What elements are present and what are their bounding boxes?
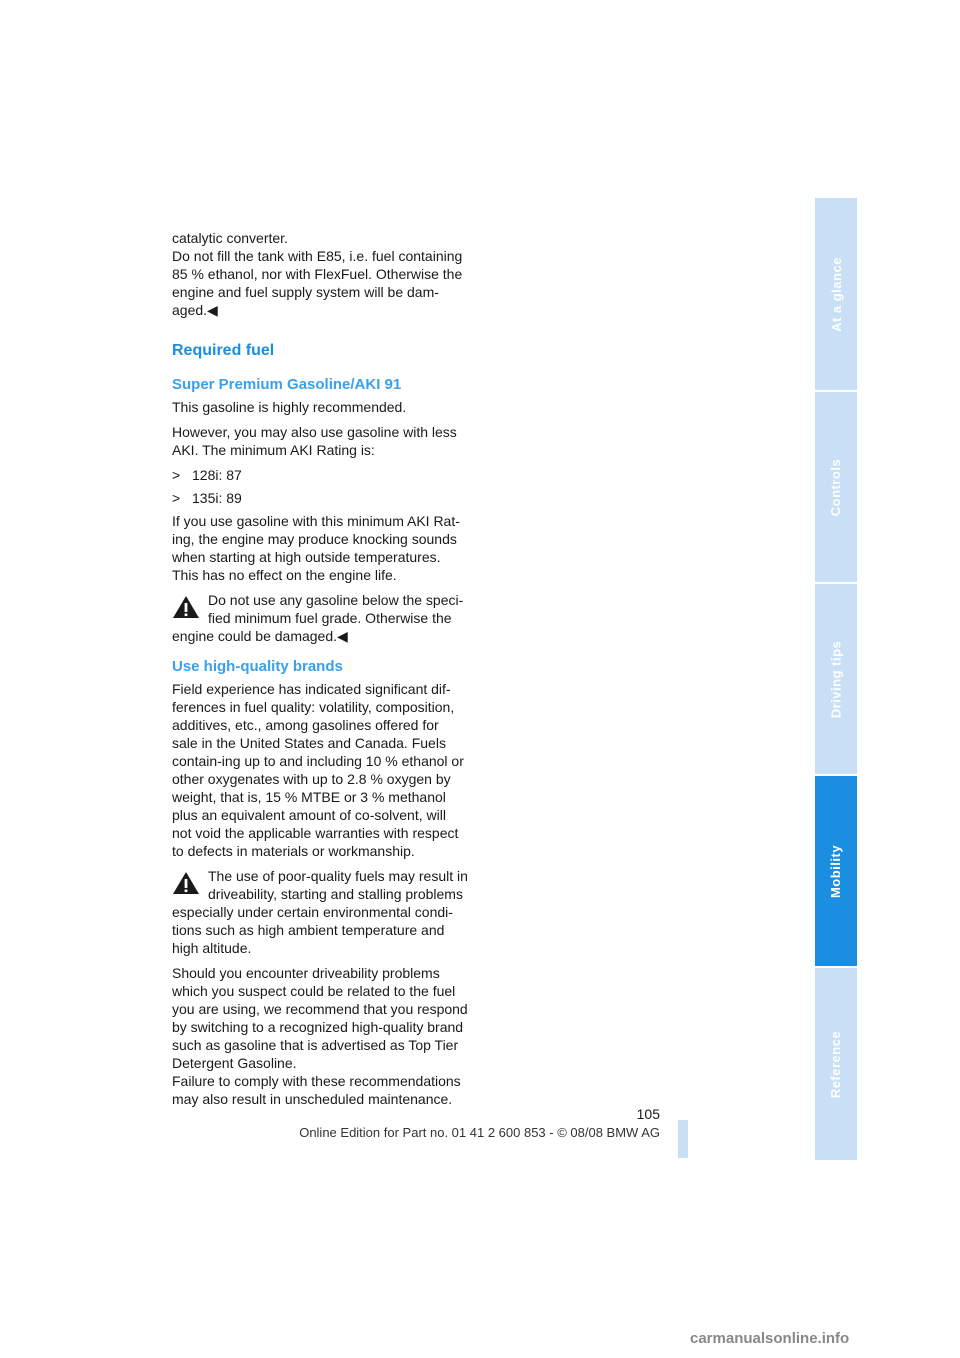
super-p2: However, you may also use gasoline with less AKI. The minimum AKI Rating is:: [172, 424, 457, 458]
warning-note: [172, 867, 468, 957]
brands-heading: Use high-quality brands: [172, 658, 343, 675]
warning-text-first: Do not use any gasoline below the speci-fied minimum fuel grade. Otherwise the: [208, 592, 464, 626]
tab-controls[interactable]: [815, 392, 857, 582]
warning-triangle-icon: [172, 871, 200, 895]
warning-note: [172, 591, 468, 645]
tab-at-a-glance[interactable]: [815, 198, 857, 390]
brands-p2: Should you encounter driveability problems which you suspect could be related to the fuel you are using, we recommend that you respond by switching to a recognized high-quality brand such as gasoline that is advertised as Top Tier Detergent Gasoline.: [172, 965, 468, 1071]
section-title: Required fuel: [172, 342, 275, 359]
warning-text-rest: engine could be damaged.◀: [172, 628, 348, 644]
super-premium-heading: Super Premium Gasoline/AKI 91: [172, 376, 402, 393]
intro-line: catalytic converter.: [172, 230, 288, 246]
bullet-marker: >: [172, 467, 181, 483]
bullet-item: [172, 466, 468, 484]
warning-text-rest: especially under certain environmental condi-tions such as high ambient temperature and high altitude.: [172, 904, 453, 956]
main-content: [172, 229, 468, 1115]
super-p3: If you use gasoline with this minimum AKI Rat-ing, the engine may produce knocking sounds when starting at high outside temperatures. This has no effect on the engine life.: [172, 513, 460, 583]
warning-triangle-icon: [172, 595, 200, 619]
bullet-text: 135i: 89: [192, 490, 242, 506]
tab-driving-tips[interactable]: [815, 584, 857, 774]
bullet-marker: >: [172, 490, 181, 506]
super-p1: This gasoline is highly recommended.: [172, 399, 407, 415]
bullet-text: 128i: 87: [192, 467, 242, 483]
tab-label: Controls: [828, 458, 844, 516]
page-number: 105: [636, 1106, 660, 1122]
tab-reference[interactable]: [815, 968, 857, 1160]
footer-edition: Online Edition for Part no. 01 41 2 600 853 - © 08/08 BMW AG: [299, 1125, 660, 1140]
bullet-item: [172, 489, 468, 507]
intro-paragraph: Do not fill the tank with E85, i.e. fuel containing 85 % ethanol, nor with FlexFuel. Otherwise the engine and fuel supply system will be dam-aged.◀: [172, 248, 463, 318]
tab-mobility[interactable]: [815, 776, 857, 966]
tab-label: Driving tips: [828, 640, 844, 718]
brands-p3: Failure to comply with these recommendations may also result in unscheduled maintenance.: [172, 1073, 461, 1107]
watermark: carmanualsonline.info: [690, 1330, 850, 1347]
tab-label: Mobility: [828, 844, 844, 898]
page-marker-bar: [678, 1120, 688, 1158]
tab-label: Reference: [828, 1030, 844, 1098]
tab-label: At a glance: [828, 256, 844, 332]
brands-p1: Field experience has indicated significant dif-ferences in fuel quality: volatility, composition, additives, etc., among gasolines offered for sale in the United States and Canada. Fuels contain-ing up to and including 10 % ethanol or other oxygenates with up to 2.8 % oxygen by weight, that is, 15 % MTBE or 3 % methanol plus an equivalent amount of co-solvent, will not void the applicable warranties with respect to defects in materials or workmanship.: [172, 681, 464, 859]
warning-text-first: The use of poor-quality fuels may result in driveability, starting and stalling problems: [208, 868, 468, 902]
